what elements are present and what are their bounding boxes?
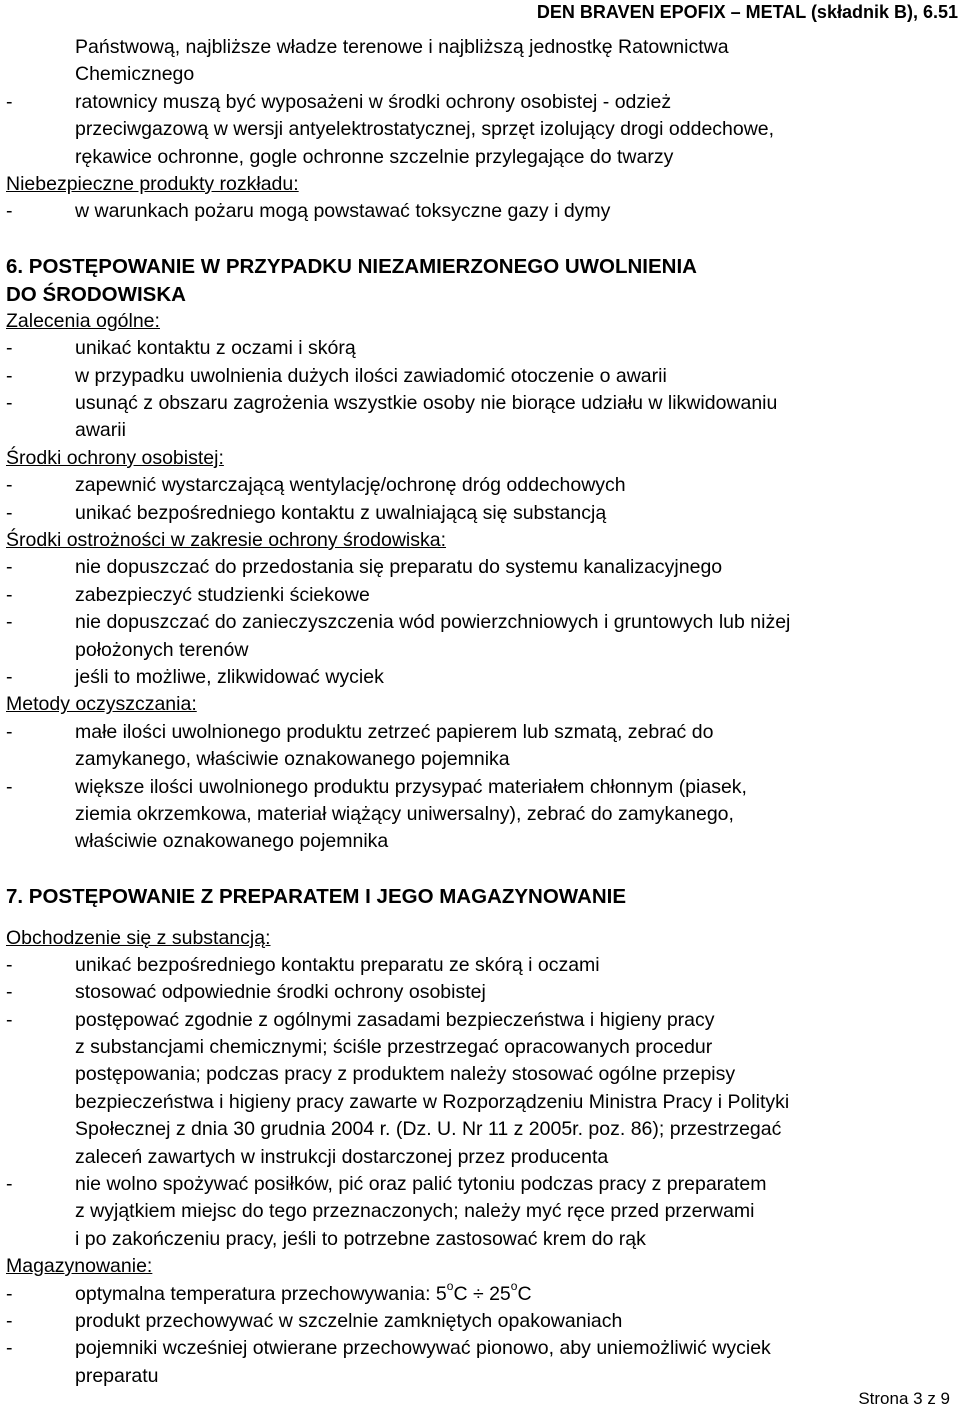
bullet-dash: -	[6, 200, 13, 223]
list-item	[6, 554, 954, 581]
text-line: położonych terenów	[75, 638, 249, 661]
list-item	[6, 198, 954, 225]
list-item	[6, 89, 954, 116]
list-item	[6, 500, 954, 527]
list-item-text: stosować odpowiednie środki ochrony osobistej	[75, 981, 486, 1004]
bullet-dash: -	[6, 364, 13, 387]
bullet-dash: -	[6, 665, 13, 688]
list-item-text: unikać bezpośredniego kontaktu z uwalniającą się substancją	[75, 501, 607, 524]
bullet-dash: -	[6, 981, 13, 1004]
degree-superscript: o	[510, 1279, 518, 1294]
list-item-text: nie wolno spożywać posiłków, pić oraz palić tytoniu podczas pracy z preparatem	[75, 1173, 767, 1196]
list-item	[6, 1335, 954, 1362]
list-item	[6, 1171, 954, 1198]
list-item	[6, 979, 954, 1006]
text-line: z substancjami chemicznymi; ściśle przestrzegać opracowanych procedur	[75, 1036, 713, 1059]
list-item-text: pojemniki wcześniej otwierane przechowywać pionowo, aby uniemożliwić wyciek	[75, 1337, 771, 1360]
list-item-text: zabezpieczyć studzienki ściekowe	[75, 583, 370, 606]
list-item-text: zapewnić wystarczającą wentylację/ochronę dróg oddechowych	[75, 474, 626, 497]
bullet-dash: -	[6, 337, 13, 360]
bullet-dash: -	[6, 583, 13, 606]
bullet-dash: -	[6, 775, 13, 798]
list-item-text: w warunkach pożaru mogą powstawać toksyczne gazy i dymy	[75, 200, 611, 223]
subsection-label: Magazynowanie:	[6, 1255, 153, 1278]
subsection-label: Metody oczyszczania:	[6, 693, 197, 716]
list-item-text: nie dopuszczać do zanieczyszczenia wód powierzchniowych i gruntowych lub niżej	[75, 611, 791, 634]
list-item	[6, 363, 954, 390]
document-header: DEN BRAVEN EPOFIX – METAL (składnik B), 6.51	[536, 2, 958, 22]
text-line: bezpieczeństwa i higieny pracy zawarte w Rozporządzeniu Ministra Pracy i Polityki	[75, 1090, 790, 1113]
list-item-text: usunąć z obszaru zagrożenia wszystkie osoby nie biorące udziału w likwidowaniu	[75, 392, 778, 415]
text-line: awarii	[75, 419, 126, 442]
list-item-text: w przypadku uwolnienia dużych ilości zawiadomić otoczenie o awarii	[75, 364, 667, 387]
list-item-text: produkt przechowywać w szczelnie zamkniętych opakowaniach	[75, 1309, 623, 1332]
bullet-dash: -	[6, 474, 13, 497]
section-heading: 7. POSTĘPOWANIE Z PREPARATEM I JEGO MAGAZYNOWANIE	[6, 885, 626, 909]
bullet-dash: -	[6, 1337, 13, 1360]
list-item-text: postępować zgodnie z ogólnymi zasadami bezpieczeństwa i higieny pracy	[75, 1008, 715, 1031]
list-item-text	[75, 1281, 532, 1308]
text-line: zamykanego, właściwie oznakowanego pojemnika	[75, 748, 510, 771]
bullet-dash: -	[6, 1309, 13, 1332]
document-body	[6, 34, 954, 1390]
subsection-label: Środki ostrożności w zakresie ochrony środowiska:	[6, 529, 447, 552]
bullet-dash: -	[6, 392, 13, 415]
list-item-text: unikać bezpośredniego kontaktu preparatu ze skórą i oczami	[75, 953, 600, 976]
list-item	[6, 774, 954, 801]
bullet-dash: -	[6, 611, 13, 634]
list-item	[6, 952, 954, 979]
list-item	[6, 390, 954, 417]
list-item	[6, 1308, 954, 1335]
list-item-text: małe ilości uwolnionego produktu zetrzeć papierem lub szmatą, zebrać do	[75, 720, 714, 743]
list-item	[6, 664, 954, 691]
subsection-label: Niebezpieczne produkty rozkładu:	[6, 172, 299, 195]
list-item	[6, 1007, 954, 1034]
text-line: Społecznej z dnia 30 grudnia 2004 r. (Dz. U. Nr 11 z 2005r. poz. 86); przestrzegać	[75, 1118, 782, 1141]
list-item	[6, 582, 954, 609]
bullet-dash: -	[6, 953, 13, 976]
text-line: rękawice ochronne, gogle ochronne szczelnie przylegające do twarzy	[75, 145, 674, 168]
list-item-text: nie dopuszczać do przedostania się preparatu do systemu kanalizacyjnego	[75, 556, 723, 579]
list-item-text: jeśli to możliwe, zlikwidować wyciek	[75, 665, 384, 688]
list-item	[6, 1281, 954, 1308]
text-line: postępowania; podczas pracy z produktem należy stosować ogólne przepisy	[75, 1063, 736, 1086]
bullet-dash: -	[6, 1173, 13, 1196]
bullet-dash: -	[6, 501, 13, 524]
list-item	[6, 335, 954, 362]
bullet-dash: -	[6, 1282, 13, 1305]
bullet-dash: -	[6, 90, 13, 113]
storage-temp-text: C ÷ 25	[453, 1282, 511, 1305]
section-heading: DO ŚRODOWISKA	[6, 282, 186, 306]
bullet-dash: -	[6, 1008, 13, 1031]
section-heading: 6. POSTĘPOWANIE W PRZYPADKU NIEZAMIERZONEGO UWOLNIENIA	[6, 255, 697, 279]
list-item	[6, 609, 954, 636]
subsection-label: Obchodzenie się z substancją:	[6, 926, 271, 949]
text-line: Państwową, najbliższe władze terenowe i najbliższą jednostkę Ratownictwa	[75, 36, 729, 58]
list-item-text: większe ilości uwolnionego produktu przysypać materiałem chłonnym (piasek,	[75, 775, 747, 798]
bullet-dash: -	[6, 556, 13, 579]
list-item	[6, 472, 954, 499]
list-item	[6, 719, 954, 746]
degree-superscript: o	[446, 1279, 454, 1294]
subsection-label: Środki ochrony osobistej:	[6, 446, 224, 469]
page-number: Strona 3 z 9	[858, 1389, 950, 1408]
text-line: z wyjątkiem miejsc do tego przeznaczonych; należy myć ręce przed przerwami	[75, 1200, 755, 1223]
subsection-label: Zalecenia ogólne:	[6, 309, 160, 332]
text-line: właściwie oznakowanego pojemnika	[75, 830, 389, 853]
bullet-dash: -	[6, 720, 13, 743]
text-line: i po zakończeniu pracy, jeśli to potrzebne zastosować krem do rąk	[75, 1227, 646, 1250]
text-line: preparatu	[75, 1364, 159, 1387]
list-item-text: unikać kontaktu z oczami i skórą	[75, 337, 356, 360]
text-line: Chemicznego	[75, 63, 195, 86]
list-item-text: ratownicy muszą być wyposażeni w środki ochrony osobistej - odzież	[75, 90, 672, 113]
text-line: ziemia okrzemkowa, materiał wiążący uniwersalny), zebrać do zamykanego,	[75, 802, 734, 825]
storage-temp-text: optymalna temperatura przechowywania: 5	[75, 1282, 447, 1305]
storage-temp-text: C	[517, 1282, 532, 1305]
text-line: przeciwgazową w wersji antyelektrostatycznej, sprzęt izolujący drogi oddechowe,	[75, 118, 775, 141]
text-line: zaleceń zawartych w instrukcji dostarczonej przez producenta	[75, 1145, 609, 1168]
